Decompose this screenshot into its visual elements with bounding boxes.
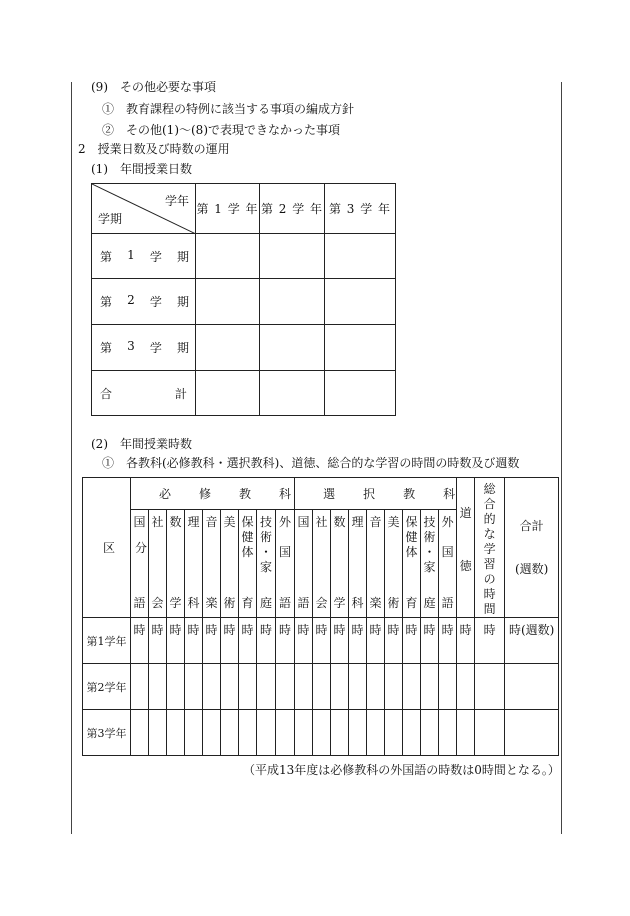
integrated-study-header: 総合的な学習の時間 xyxy=(475,478,505,618)
days-cell[interactable] xyxy=(260,371,325,416)
category-header: 区 分 xyxy=(83,478,131,618)
hours-cell[interactable] xyxy=(295,664,313,710)
hours-total-cell[interactable]: 時(週数) xyxy=(505,618,559,664)
item-9-sub-2: ② その他(1)～(8)で表現できなかった事項 xyxy=(102,123,340,137)
days-cell[interactable] xyxy=(260,234,325,279)
hours-cell[interactable] xyxy=(457,664,475,710)
required-subjects-header: 必 修 教 科 xyxy=(131,478,295,510)
term-1-label: 第 1 学 期 xyxy=(92,234,196,279)
hours-cell[interactable] xyxy=(421,664,439,710)
hours-cell[interactable] xyxy=(131,664,149,710)
hours-cell[interactable] xyxy=(295,710,313,756)
elective-subjects-header: 選 択 教 科 xyxy=(295,478,457,510)
hours-cell[interactable]: 時 xyxy=(221,618,239,664)
required-subject-header: 技 術 ・ 家 庭 xyxy=(257,510,276,618)
days-cell[interactable] xyxy=(260,279,325,325)
hours-cell[interactable] xyxy=(439,664,457,710)
total-header: 合計 (週数) xyxy=(505,478,559,618)
hours-total-cell[interactable] xyxy=(505,710,559,756)
left-margin-line xyxy=(71,82,72,834)
subsection-2-heading: (2) 年間授業時数 xyxy=(91,437,192,451)
hours-cell[interactable] xyxy=(403,710,421,756)
required-subject-header: 理 科 xyxy=(185,510,203,618)
hours-cell[interactable]: 時 xyxy=(313,618,331,664)
grade-header-1: 第 1 学 年 xyxy=(196,184,260,234)
hours-cell[interactable] xyxy=(367,710,385,756)
term-2-label: 第 2 学 期 xyxy=(92,279,196,325)
subsection-2-item-1: ① 各教科(必修教科・選択教科)、道徳、総合的な学習の時間の時数及び週数 xyxy=(102,456,520,470)
hours-cell[interactable]: 時 xyxy=(276,618,295,664)
annual-hours-table xyxy=(82,477,559,756)
hours-cell[interactable] xyxy=(257,710,276,756)
hours-cell[interactable] xyxy=(239,664,257,710)
hours-cell[interactable] xyxy=(221,664,239,710)
hours-cell[interactable]: 時 xyxy=(149,618,167,664)
hours-cell[interactable] xyxy=(221,710,239,756)
required-subject-header: 保 健 体 育 xyxy=(239,510,257,618)
item-9-sub-1: ① 教育課程の特例に該当する事項の編成方針 xyxy=(102,102,355,116)
hours-cell[interactable] xyxy=(385,710,403,756)
elective-subject-header: 保 健 体 育 xyxy=(403,510,421,618)
elective-subject-header: 技 術 ・ 家 庭 xyxy=(421,510,439,618)
grade-3-row xyxy=(83,710,559,756)
hours-cell[interactable] xyxy=(403,664,421,710)
hours-cell[interactable] xyxy=(167,664,185,710)
required-subject-header: 社 会 xyxy=(149,510,167,618)
hours-cell[interactable] xyxy=(439,710,457,756)
hours-cell[interactable] xyxy=(203,710,221,756)
hours-cell[interactable]: 時 xyxy=(403,618,421,664)
hours-cell[interactable]: 時 xyxy=(385,618,403,664)
grade-1-row xyxy=(83,618,559,664)
hours-cell[interactable]: 時 xyxy=(167,618,185,664)
elective-subject-header: 数 学 xyxy=(331,510,349,618)
hours-cell[interactable] xyxy=(313,664,331,710)
days-cell[interactable] xyxy=(196,371,260,416)
corner-grade-label: 学年 xyxy=(164,194,189,208)
elective-subject-header: 外 国 語 xyxy=(439,510,457,618)
hours-cell[interactable]: 時 xyxy=(203,618,221,664)
term-3-label: 第 3 学 期 xyxy=(92,325,196,371)
hours-cell[interactable]: 時 xyxy=(367,618,385,664)
days-cell[interactable] xyxy=(325,279,396,325)
elective-subject-header: 国 語 xyxy=(295,510,313,618)
grade-2-row xyxy=(83,664,559,710)
footnote: （平成13年度は必修教科の外国語の時数は0時間となる。） xyxy=(243,763,560,777)
required-subject-header: 外 国 語 xyxy=(276,510,295,618)
grade-header-2: 第 2 学 年 xyxy=(260,184,325,234)
days-cell[interactable] xyxy=(260,325,325,371)
days-cell[interactable] xyxy=(325,371,396,416)
required-subject-header: 音 楽 xyxy=(203,510,221,618)
hours-cell[interactable] xyxy=(475,664,505,710)
hours-cell[interactable] xyxy=(457,710,475,756)
days-cell[interactable] xyxy=(196,279,260,325)
hours-cell[interactable] xyxy=(367,664,385,710)
right-margin-line xyxy=(561,82,562,834)
hours-cell[interactable] xyxy=(185,664,203,710)
item-9-heading: (9) その他必要な事項 xyxy=(91,80,216,94)
hours-cell[interactable]: 時 xyxy=(257,618,276,664)
hours-cell[interactable] xyxy=(349,710,367,756)
elective-subject-header: 社 会 xyxy=(313,510,331,618)
elective-subject-header: 音 楽 xyxy=(367,510,385,618)
hours-cell[interactable]: 時 xyxy=(185,618,203,664)
grade-label: 第1学年 xyxy=(83,618,131,664)
hours-cell[interactable] xyxy=(185,710,203,756)
hours-total-cell[interactable] xyxy=(505,664,559,710)
required-subject-header: 国 語 xyxy=(131,510,149,618)
elective-subject-header: 理 科 xyxy=(349,510,367,618)
hours-cell[interactable] xyxy=(131,710,149,756)
hours-cell[interactable]: 時 xyxy=(457,618,475,664)
days-cell[interactable] xyxy=(196,234,260,279)
hours-cell[interactable] xyxy=(203,664,221,710)
hours-cell[interactable] xyxy=(349,664,367,710)
hours-cell[interactable]: 時 xyxy=(349,618,367,664)
hours-cell[interactable] xyxy=(239,710,257,756)
hours-cell[interactable] xyxy=(385,664,403,710)
days-cell[interactable] xyxy=(325,234,396,279)
hours-cell[interactable] xyxy=(167,710,185,756)
hours-cell[interactable]: 時 xyxy=(439,618,457,664)
hours-cell[interactable] xyxy=(149,664,167,710)
grade-label: 第3学年 xyxy=(83,710,131,756)
hours-cell[interactable] xyxy=(149,710,167,756)
hours-cell[interactable]: 時 xyxy=(421,618,439,664)
required-subject-header: 美 術 xyxy=(221,510,239,618)
elective-subject-header: 美 術 xyxy=(385,510,403,618)
hours-cell[interactable]: 時 xyxy=(131,618,149,664)
hours-cell[interactable] xyxy=(331,710,349,756)
section-2-heading: 2 授業日数及び時数の運用 xyxy=(78,142,230,156)
hours-cell[interactable]: 時 xyxy=(475,618,505,664)
hours-cell[interactable] xyxy=(276,664,295,710)
annual-days-table xyxy=(91,183,396,416)
hours-cell[interactable] xyxy=(276,710,295,756)
hours-cell[interactable]: 時 xyxy=(331,618,349,664)
hours-cell[interactable]: 時 xyxy=(295,618,313,664)
required-subject-header: 数 学 xyxy=(167,510,185,618)
corner-term-label: 学期 xyxy=(98,212,123,226)
days-cell[interactable] xyxy=(325,325,396,371)
grade-label: 第2学年 xyxy=(83,664,131,710)
hours-cell[interactable] xyxy=(475,710,505,756)
hours-cell[interactable] xyxy=(257,664,276,710)
hours-cell[interactable]: 時 xyxy=(239,618,257,664)
days-total-label: 合 計 xyxy=(92,371,196,416)
subsection-1-heading: (1) 年間授業日数 xyxy=(91,162,192,176)
hours-cell[interactable] xyxy=(313,710,331,756)
hours-cell[interactable] xyxy=(421,710,439,756)
moral-header: 道 徳 xyxy=(457,478,475,618)
grade-header-3: 第 3 学 年 xyxy=(325,184,396,234)
days-cell[interactable] xyxy=(196,325,260,371)
hours-cell[interactable] xyxy=(331,664,349,710)
days-corner-cell xyxy=(92,184,196,234)
